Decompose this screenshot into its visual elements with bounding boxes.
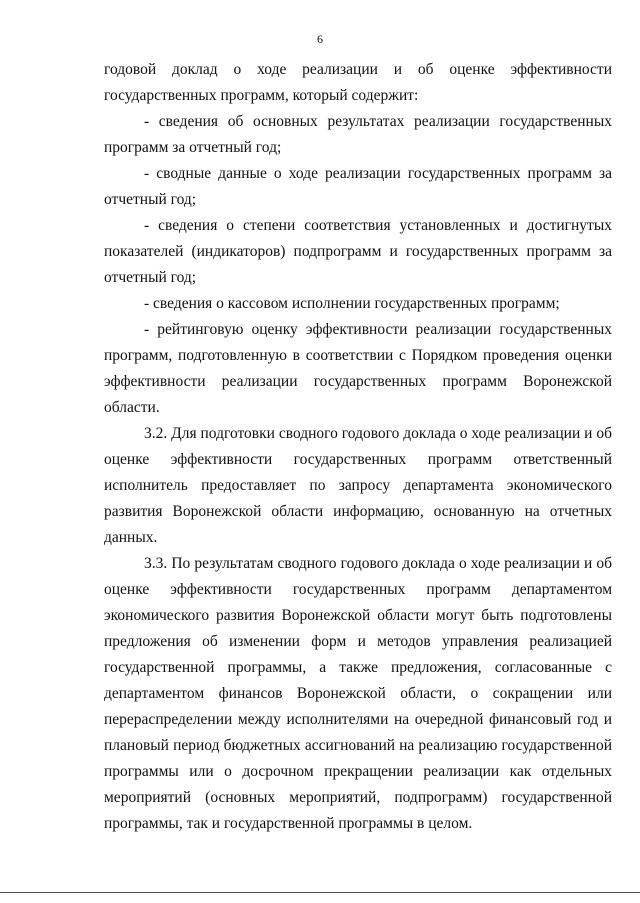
list-item-summary-data: - сводные данные о ходе реализации государственных программ за отчетный год; [104, 165, 612, 208]
section-3-3: 3.3. По результатам сводного годового доклада о ходе реализации и об оценке эффективности государственных программ департаментом экономического развития Воронежской области могут быть подготовлены предложения об изменении форм и методов управления реализацией государственной программы, а также предложения, согласованные с департаментом финансов Воронежской области, о сокращении или перераспределении между исполнителями на очередной финансовый год и плановый период бюджетных ассигнований на реализацию государственной программы или о досрочном прекращении реализации как отдельных мероприятий (основных мероприятий, подпрограмм) государственной программы, так и государственной программы в целом. [104, 555, 612, 832]
document-body [104, 57, 612, 837]
page-bottom-rule [0, 892, 640, 893]
list-item-rating: - рейтинговую оценку эффективности реализации государственных программ, подготовленную в соответствии с Порядком проведения оценки эффективности реализации государственных программ Воронежской области. [104, 321, 612, 416]
list-item-main-results: - сведения об основных результатах реализации государственных программ за отчетный год; [104, 113, 612, 156]
section-3-2: 3.2. Для подготовки сводного годового доклада о ходе реализации и об оценке эффективности государственных программ ответственный исполнитель предоставляет по запросу департамента экономического развития Воронежской области информацию, основанную на отчетных данных. [104, 425, 612, 546]
list-item-cash-execution: - сведения о кассовом исполнении государственных программ; [144, 295, 560, 312]
list-item-indicators: - сведения о степени соответствия установленных и достигнутых показателей (индикаторов) подпрограмм и государственных программ за отчетный год; [104, 217, 612, 286]
page-number: 6 [317, 32, 323, 46]
paragraph-intro: годовой доклад о ходе реализации и об оценке эффективности государственных программ, который содержит: [104, 61, 612, 104]
